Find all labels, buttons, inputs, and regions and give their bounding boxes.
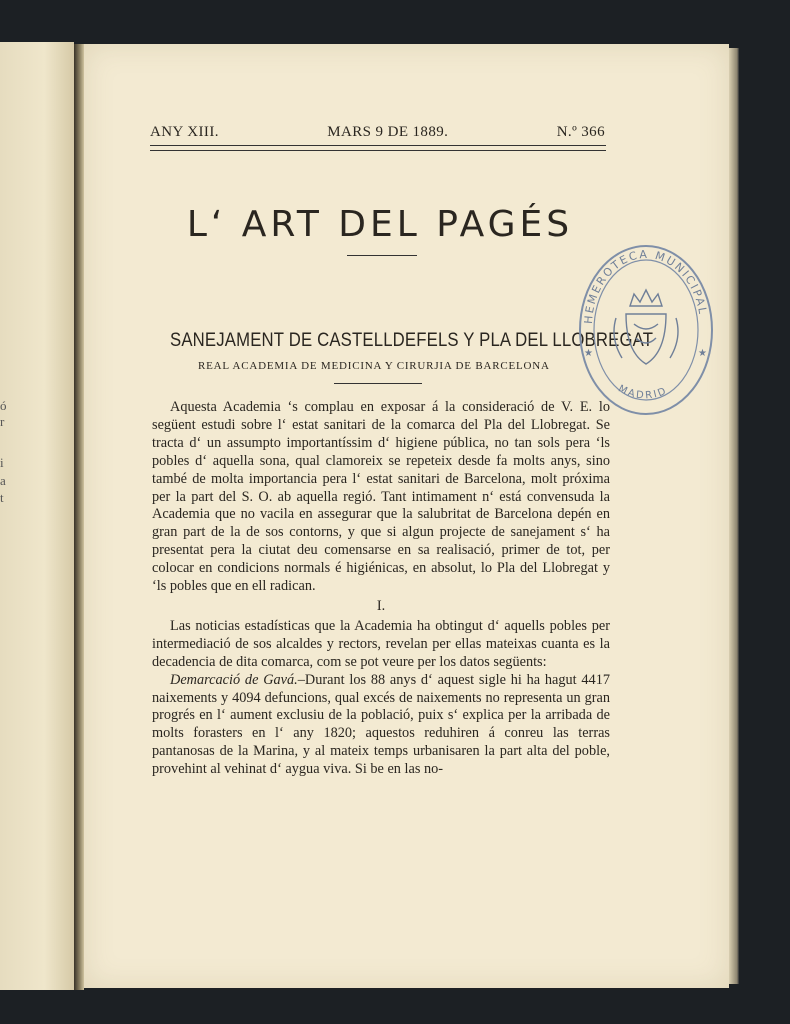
paragraph-text: –Durant los 88 anys d‘ aquest sigle hi ha hagut 4417 naixements y 4094 defuncions, qual excés de naixements no representa un gran progrés en l‘ aument exclusiu de la població, puix s‘ explica per la arribada de molts forasters en l‘ any 1820; aquestos reduhiren á conreu las terras pantanosas de la Marina, y al mateix temps urbanisaren la part alta del poble, provehint al vehinat d‘ aygua viva. Si be en las no- [152, 671, 611, 778]
left-page-fragment: r [0, 414, 5, 429]
paragraph: Las noticias estadísticas que la Academia ha obtingut d‘ aquells pobles per intermediació de sos alcaldes y rectors, revelan per ellas mateixas cuanta es la decadencia de dita comarca, com se pot veure per los datos següents: [152, 617, 610, 670]
left-page-fragment: a [0, 473, 6, 488]
left-page-fragment: t [0, 490, 4, 505]
left-page-fragment: i [0, 455, 4, 470]
masthead-title: L‘ ART DEL PAGÉS [186, 204, 574, 245]
article-title: SANEJAMENT DE CASTELLDEFELS Y PLA DEL LLOBREGAT [170, 330, 654, 351]
stamp-top-text: HEMEROTECA MUNICIPAL [581, 247, 710, 325]
article-body [152, 399, 610, 779]
section-number: I. [376, 597, 386, 614]
volume-year: ANY XIII. [150, 124, 219, 140]
issue-header [150, 124, 605, 141]
newspaper-page [84, 44, 729, 988]
ornament-divider [342, 252, 422, 260]
left-page-edge [0, 42, 74, 990]
article-subtitle: REAL ACADEMIA DE MEDICINA Y CIRURJIA DE BARCELONA [198, 360, 550, 372]
issue-number: N.º 366 [556, 124, 605, 140]
paragraph-lead: Demarcació de Gavá. [170, 671, 298, 688]
paragraph: Aquesta Academia ‘s complau en exposar á la consideració de V. E. lo següent estudi sobre l‘ estat sanitari de la comarca del Pla del Llobregat. Se tracta d‘ un assumpto importantíssim d‘ higiene pública, no tan sols pera ‘ls pobles d‘ aquella sona, qual clamoreix se repeteix desde fa molts anys, sino també de molta importancia pera l‘ estat sanitari de Barcelona, molt próxima per la part del S. O. ab aquella regió. Tant intimament n‘ está convensuda la Academia que no vacila en assegurar que la salubritat de Barcelona depén en gran part de la de sos contorns, y que si algun projecte de sanejament s‘ ha presentat pera la ciutat deu comensarse en sa realisació, primer de tot, per colocar en condicions normals é higiénicas, en absolut, lo Pla del Llobregat y ‘ls pobles que en ell radican. [152, 399, 610, 595]
svg-text:★: ★ [584, 348, 593, 359]
book-gutter [74, 44, 84, 990]
stamp-bottom-text: MADRID [616, 383, 670, 402]
issue-date: MARS 9 DE 1889. [327, 124, 449, 140]
svg-text:★: ★ [698, 348, 707, 359]
page-edge [729, 48, 739, 984]
header-double-rule [150, 145, 606, 151]
paragraph [152, 672, 610, 779]
library-stamp [570, 234, 718, 422]
coat-of-arms-icon [614, 290, 678, 364]
title-rule [334, 383, 422, 384]
left-page-fragment: ó [0, 398, 7, 413]
